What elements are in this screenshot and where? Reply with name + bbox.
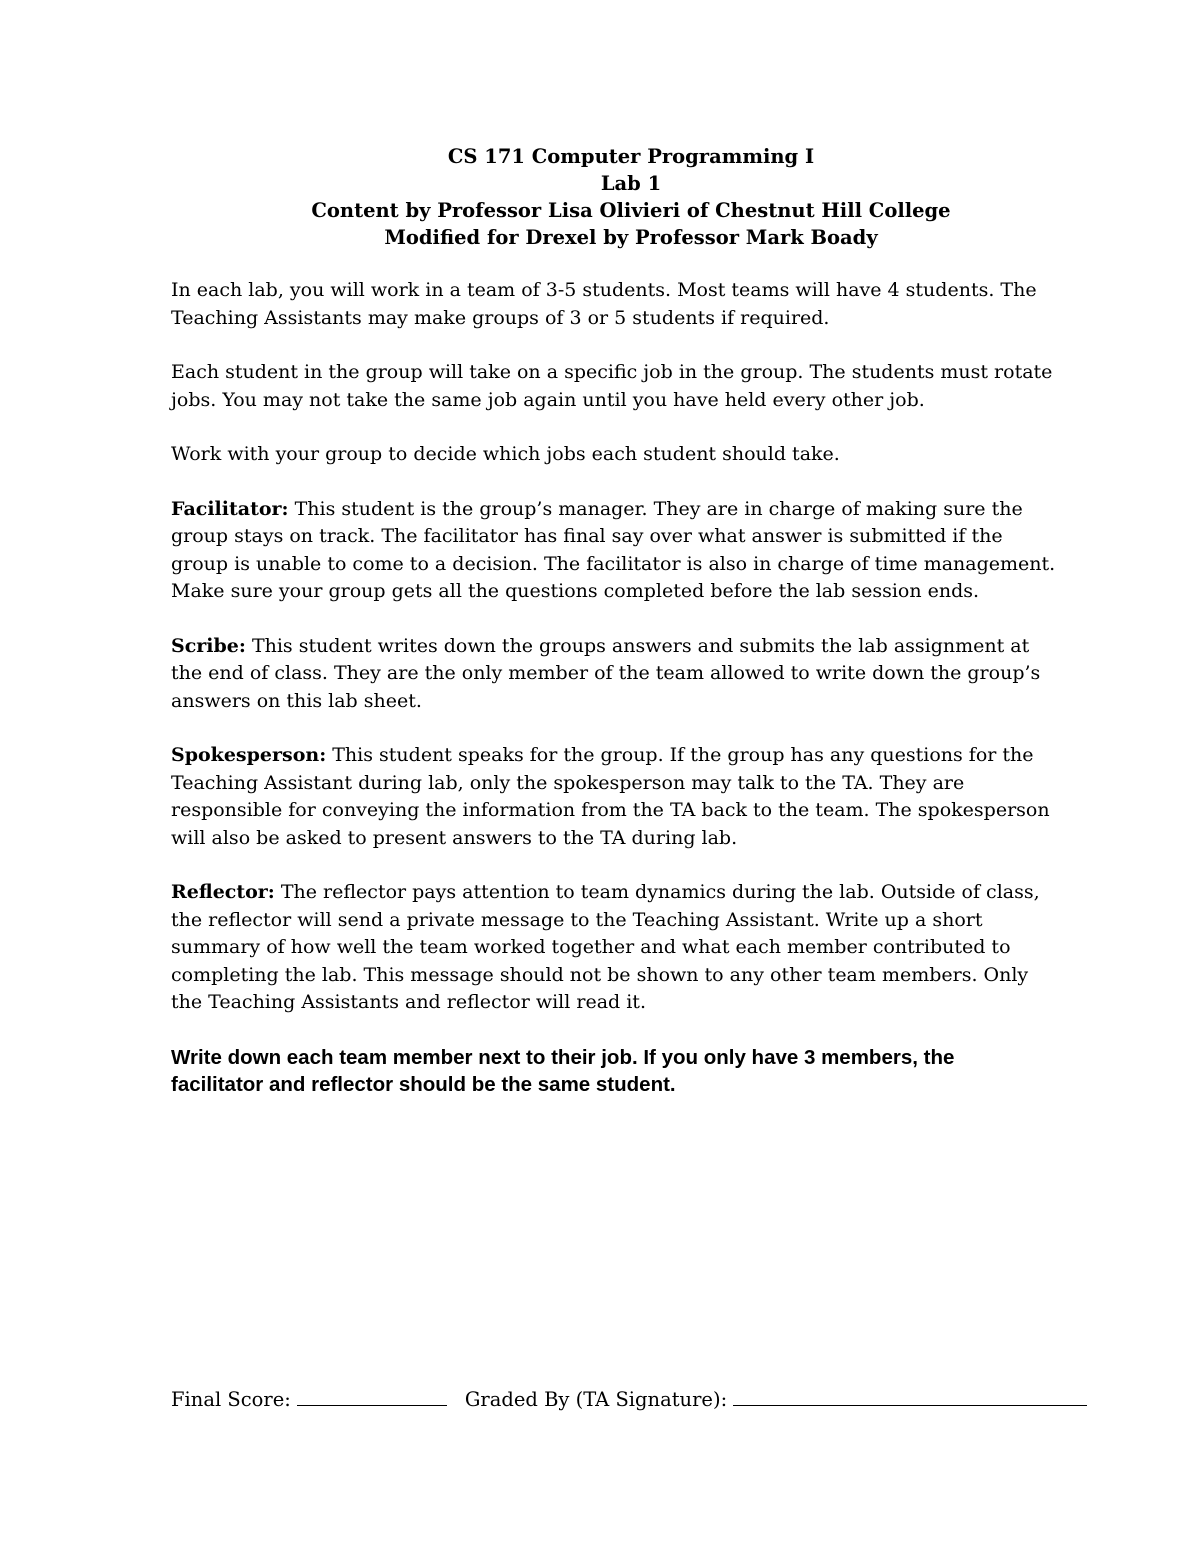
intro-jobs-paragraph: Each student in the group will take on a specific job in the group. The students must rotate jobs. You may not take the same job again until you have held every other job. — [171, 361, 1053, 411]
role-facilitator — [171, 496, 1091, 606]
modified-credit: Modified for Drexel by Professor Mark Boady — [384, 226, 878, 249]
lab-title: Lab 1 — [600, 172, 662, 195]
graded-by-label: Graded By (TA Signature): — [464, 1388, 728, 1411]
role-label-facilitator: Facilitator: — [171, 497, 289, 520]
grading-footer — [171, 1385, 1091, 1414]
document-header — [171, 143, 1091, 251]
ta-signature-blank[interactable] — [733, 1385, 1087, 1406]
intro-decide-paragraph: Work with your group to decide which jobs each student should take. — [171, 443, 840, 465]
role-label-reflector: Reflector: — [171, 881, 275, 903]
content-credit: Content by Professor Lisa Olivieri of Chestnut Hill College — [311, 199, 951, 222]
role-scribe — [171, 633, 1091, 716]
final-score-blank[interactable] — [297, 1385, 447, 1406]
role-text-scribe: This student writes down the groups answers and submits the lab assignment at the end of class. They are the only member of the team allowed to write down the group’s answers on this lab sheet. — [171, 634, 1041, 712]
role-reflector — [171, 879, 1091, 1017]
role-label-spokesperson: Spokesperson: — [171, 744, 327, 766]
role-spokesperson — [171, 742, 1091, 852]
role-text-facilitator: This student is the group’s manager. They are in charge of making sure the group stays on track. The facilitator has final say over what answer is submitted if the group is unable to come to a decision. The facilitator is also in charge of time management. Make sure your group gets all the questions completed before the lab session ends. — [171, 497, 1056, 602]
document-body — [171, 143, 1091, 1099]
team-member-instruction: Write down each team member next to their job. If you only have 3 members, the facilitator and reflector should be the same student. — [171, 1045, 955, 1096]
role-text-spokesperson: This student speaks for the group. If the group has any questions for the Teaching Assistant during lab, only the spokesperson may talk to the TA. They are responsible for conveying the information from the TA back to the team. The spokesperson will also be asked to present answers to the TA during lab. — [171, 744, 1050, 849]
course-title: CS 171 Computer Programming I — [447, 145, 815, 168]
role-label-scribe: Scribe: — [171, 634, 246, 657]
intro-teams-paragraph: In each lab, you will work in a team of 3-5 students. Most teams will have 4 students. The Teaching Assistants may make groups of 3 or 5 students if required. — [171, 279, 1037, 329]
role-text-reflector: The reflector pays attention to team dynamics during the lab. Outside of class, the reflector will send a private message to the Teaching Assistant. Write up a short summary of how well the team worked together and what each member contributed to completing the lab. This message should not be shown to any other team members. Only the Teaching Assistants and reflector will read it. — [171, 881, 1040, 1013]
final-score-label: Final Score: — [171, 1388, 291, 1411]
